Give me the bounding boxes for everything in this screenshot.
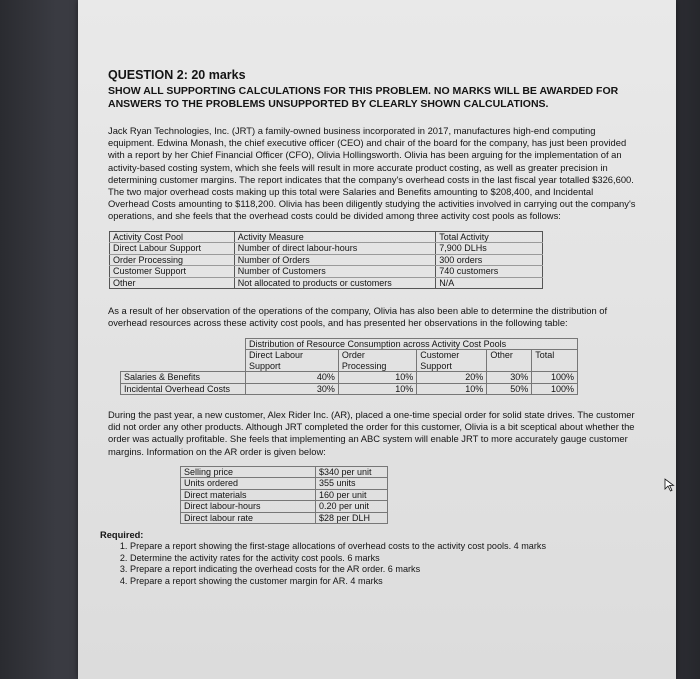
table-row xyxy=(181,489,388,501)
required-heading: Required: xyxy=(100,530,144,541)
table-cell: 355 units xyxy=(316,478,388,490)
table-row xyxy=(121,383,578,395)
header-line: Customer xyxy=(420,350,460,361)
table-cell: Number of Orders xyxy=(234,254,435,266)
activity-cost-pool-table xyxy=(109,231,543,290)
table-cell: Direct labour rate xyxy=(181,512,316,524)
table-cell: 10% xyxy=(338,372,416,384)
header-line: Support xyxy=(249,360,281,371)
table-header-cell xyxy=(417,350,487,372)
intro-paragraph: Jack Ryan Technologies, Inc. (JRT) a family-owned business incorporated in 2017, manufactures high-end computing equipment. Edwina Monash, the chief executive officer (CEO) and chair of the board for the company, has just been provided with a report by her Chief Financial Officer (CFO), Olivia Hollingsworth. Olivia has been arguing for the implementation of an activity-based costing system, which she feels will result in more accurate product costing, as well as greater precision in determining customer margins. The report indicates that the company's overhead costs in the last fiscal year totalled $326,600. The two major overhead costs making up this total were Salaries and Benefits amounting to $208,400, and Incidental Overhead Costs amounting to $118,200. Olivia has been diligently studying the activities involved in carrying out the company's operations, and she feels that the overhead costs could be divided among three activity cost pools as follows: xyxy=(108,125,636,222)
table-cell: Units ordered xyxy=(181,478,316,490)
table-title-row xyxy=(121,338,578,350)
table-cell: $340 per unit xyxy=(316,466,388,478)
question-instruction: SHOW ALL SUPPORTING CALCULATIONS FOR THIS PROBLEM. NO MARKS WILL BE AWARDED FOR ANSWERS TO THE PROBLEMS UNSUPPORTED BY CLEARLY SHOWN CALCULATIONS. xyxy=(108,85,619,110)
table-cell: Customer Support xyxy=(110,266,235,278)
document-page xyxy=(78,0,676,679)
table-header-cell: Other xyxy=(487,350,532,372)
table-row xyxy=(181,512,388,524)
table-row xyxy=(110,243,543,255)
header-line: Direct Labour xyxy=(249,350,304,361)
document-content xyxy=(100,68,636,587)
table-row xyxy=(110,266,543,278)
table-cell: Number of Customers xyxy=(234,266,435,278)
resource-distribution-table xyxy=(120,338,578,396)
table-cell: 50% xyxy=(487,383,532,395)
table-header-row xyxy=(121,350,578,372)
header-line: Order xyxy=(341,350,365,361)
table-cell: 0.20 per unit xyxy=(316,501,388,513)
table-row xyxy=(121,372,578,384)
table-cell: 20% xyxy=(417,372,487,384)
table-header-cell: Total xyxy=(532,350,578,372)
table-cell: Other xyxy=(110,277,235,289)
table-cell: Incidental Overhead Costs xyxy=(121,383,246,395)
table-cell: Salaries & Benefits xyxy=(121,372,246,384)
table-header-cell xyxy=(246,350,339,372)
table-header-cell xyxy=(338,350,416,372)
list-item: 3. Prepare a report indicating the overhead costs for the AR order. 6 marks xyxy=(130,564,636,576)
table-cell: Direct materials xyxy=(181,489,316,501)
question-title: QUESTION 2: 20 marks xyxy=(108,68,246,82)
table-cell: 100% xyxy=(532,372,578,384)
table-row xyxy=(110,277,543,289)
table-cell: 7,900 DLHs xyxy=(436,243,543,255)
table-cell: 30% xyxy=(246,383,339,395)
list-item: 1. Prepare a report showing the first-stage allocations of overhead costs to the activity cost pools. 4 marks xyxy=(130,541,636,553)
table-row xyxy=(181,501,388,513)
list-item: 2. Determine the activity rates for the activity cost pools. 6 marks xyxy=(130,553,636,565)
table-row xyxy=(110,254,543,266)
table-cell: N/A xyxy=(436,277,543,289)
table-cell: Direct Labour Support xyxy=(110,243,235,255)
table-cell: 160 per unit xyxy=(316,489,388,501)
header-line: Support xyxy=(420,360,452,371)
table-cell: Direct labour-hours xyxy=(181,501,316,513)
table-cell: Number of direct labour-hours xyxy=(234,243,435,255)
table-cell: 300 orders xyxy=(436,254,543,266)
table-cell: Activity Measure xyxy=(234,231,435,243)
table-header-row xyxy=(110,231,543,243)
table-cell: 30% xyxy=(487,372,532,384)
table-cell: 10% xyxy=(338,383,416,395)
required-list xyxy=(108,541,636,587)
distribution-table-title: Distribution of Resource Consumption across Activity Cost Pools xyxy=(246,338,578,350)
table-row xyxy=(181,466,388,478)
table-cell: 740 customers xyxy=(436,266,543,278)
table-cell: 10% xyxy=(417,383,487,395)
header-line: Processing xyxy=(341,360,387,371)
table-cell: Not allocated to products or customers xyxy=(234,277,435,289)
table-cell: $28 per DLH xyxy=(316,512,388,524)
table-cell: 100% xyxy=(532,383,578,395)
table-cell: Selling price xyxy=(181,466,316,478)
ar-order-table xyxy=(180,466,388,525)
order-paragraph: During the past year, a new customer, Alex Rider Inc. (AR), placed a one-time special order for solid state drives. The customer did not order any other products. Although JRT completed the order for this customer, Olivia is a bit sceptical about whether the order was actually profitable. She feels that implementing an ABC system will enable JRT to more accurately gauge customer margins. Information on the AR order is given below: xyxy=(108,409,635,457)
table-row xyxy=(181,478,388,490)
list-item: 4. Prepare a report showing the customer margin for AR. 4 marks xyxy=(130,576,636,588)
table-cell: 40% xyxy=(246,372,339,384)
mouse-pointer-icon xyxy=(664,478,676,492)
table-cell: Activity Cost Pool xyxy=(110,231,235,243)
distribution-paragraph: As a result of her observation of the operations of the company, Olivia has also been able to determine the distribution of overhead resources across these activity cost pools, and has presented her observations in the following table: xyxy=(108,305,608,329)
table-cell: Order Processing xyxy=(110,254,235,266)
table-cell: Total Activity xyxy=(436,231,543,243)
